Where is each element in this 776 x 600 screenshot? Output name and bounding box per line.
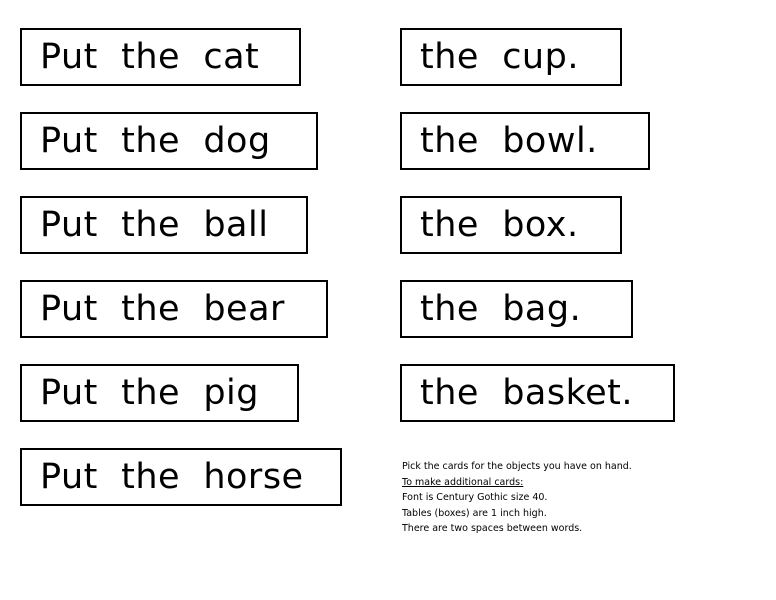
phrase-card[interactable]: Put the cat — [20, 28, 301, 86]
instructions-heading: To make additional cards: — [402, 476, 524, 488]
subject-phrase-card-column — [20, 28, 342, 532]
phrase-card[interactable]: Put the bear — [20, 280, 328, 338]
instructions-line: Tables (boxes) are 1 inch high. — [402, 507, 547, 519]
instructions-block — [402, 459, 732, 537]
phrase-card[interactable]: Put the pig — [20, 364, 299, 422]
phrase-card[interactable]: the cup. — [400, 28, 622, 86]
phrase-card[interactable]: the bag. — [400, 280, 633, 338]
phrase-card[interactable]: the box. — [400, 196, 622, 254]
phrase-card[interactable]: the bowl. — [400, 112, 650, 170]
instructions-line: There are two spaces between words. — [402, 523, 583, 534]
phrase-card[interactable]: Put the horse — [20, 448, 342, 506]
phrase-card[interactable]: Put the ball — [20, 196, 308, 254]
phrase-card[interactable]: Put the dog — [20, 112, 318, 170]
location-phrase-card-column — [400, 28, 675, 448]
instructions-line: Font is Century Gothic size 40. — [402, 492, 548, 503]
phrase-card[interactable]: the basket. — [400, 364, 675, 422]
instructions-intro: Pick the cards for the objects you have on hand. — [402, 461, 632, 472]
